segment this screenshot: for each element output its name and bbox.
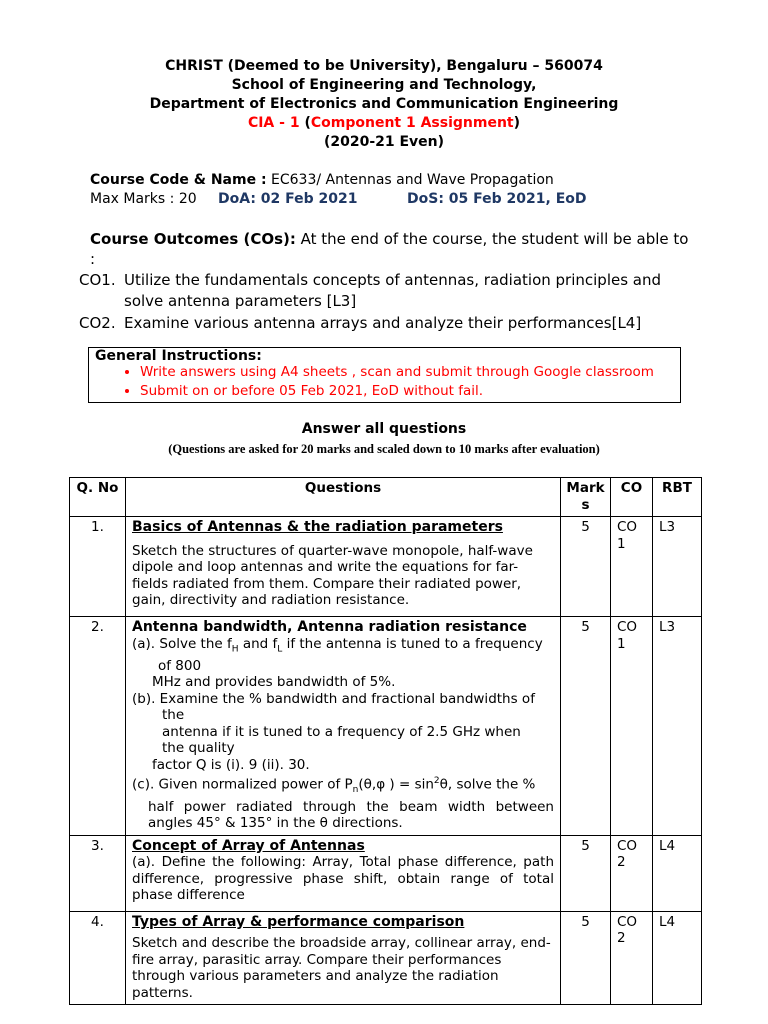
question-title: Antenna bandwidth, Antenna radiation resistance: [132, 619, 527, 635]
academic-year: (2020-21 Even): [323, 134, 445, 150]
component-label: Component 1 Assignment: [310, 115, 514, 131]
question-marks: 5: [561, 911, 611, 1005]
table-row: [70, 835, 702, 911]
question-marks: 5: [561, 617, 611, 836]
header-questions: Questions: [126, 478, 561, 517]
question-title: Concept of Array of Antennas: [132, 837, 365, 854]
question-co: CO 1: [611, 617, 653, 836]
header-rbt: RBT: [653, 478, 702, 517]
question-cell: [126, 911, 561, 1005]
course-outcomes-intro: [90, 229, 688, 249]
header-qno: Q. No: [70, 478, 126, 517]
part-a-line1: (a). Solve the $f_H$ and $f_L$ if the antenna is tuned to a frequency: [132, 635, 543, 655]
question-title: Basics of Antennas & the radiation parameters: [132, 519, 503, 535]
instruction-item: • Write answers using A4 sheets , scan and submit through Google classroom: [140, 363, 654, 382]
table-row: [70, 617, 702, 836]
scale-note: (Questions are asked for 20 marks and scaled down to 10 marks after evaluation): [168, 442, 600, 456]
assessment-title: [0, 114, 768, 133]
question-cell: [126, 517, 561, 617]
question-co: CO 2: [611, 835, 653, 911]
question-body: Sketch and describe the broadside array, collinear array, end-fire array, parasitic array. Compare their performances through various parameters and analyze the radiation patterns.: [132, 935, 551, 1001]
question-cell: [126, 617, 561, 836]
question-rbt: L3: [653, 617, 702, 836]
paren-open: (: [304, 115, 311, 131]
part-b-line3: antenna if it is tuned to a frequency of 2.5 GHz when: [162, 723, 521, 740]
table-row: [70, 911, 702, 1005]
co2-label: CO2.: [79, 314, 116, 332]
question-cell: [126, 835, 561, 911]
part-a-line3: MHz and provides bandwidth of 5%.: [152, 674, 396, 691]
question-number: 1.: [70, 517, 126, 617]
question-co: CO 2: [611, 911, 653, 1005]
question-marks: 5: [561, 517, 611, 617]
cia-label: CIA - 1: [247, 115, 300, 131]
paren-close: ): [513, 115, 521, 131]
question-co: CO 1: [611, 517, 653, 617]
question-marks: 5: [561, 835, 611, 911]
questions-table: [69, 477, 702, 1005]
co1-text-line1: Utilize the fundamentals concepts of antennas, radiation principles and: [124, 271, 662, 289]
part-b-line5: factor Q is (i). 9 (ii). 30.: [152, 756, 310, 773]
general-instructions-title: General Instructions:: [95, 348, 262, 364]
course-outcomes-colon: :: [90, 250, 96, 268]
max-marks: Max Marks : 20: [90, 191, 197, 207]
question-number: 4.: [70, 911, 126, 1005]
question-rbt: L3: [653, 517, 702, 617]
question-rbt: L4: [653, 911, 702, 1005]
school-name: School of Engineering and Technology,: [231, 77, 537, 93]
general-instructions-box: [88, 347, 681, 403]
instructions-list: [89, 363, 654, 401]
question-body: Sketch the structures of quarter-wave monopole, half-wave dipole and loop antennas and write the equations for far-fields radiated from them. Compare their radiated power, gain, directivity and radiation resistance.: [132, 542, 533, 608]
question-body: (a). Define the following: Array, Total phase difference, path difference, progressive phase shift, obtain range of total phase difference: [132, 854, 554, 904]
question-number: 3.: [70, 835, 126, 911]
answer-all-heading: Answer all questions: [301, 421, 467, 437]
question-number: 2.: [70, 617, 126, 836]
department-name: Department of Electronics and Communication Engineering: [149, 96, 619, 112]
question-rbt: L4: [653, 835, 702, 911]
part-c-line1: (c). Given normalized power of $P_n(\theta,\varphi$ ) = $\sin^2\theta$, solve the %: [132, 776, 536, 796]
co1-label: CO1.: [79, 271, 116, 289]
part-b-line2: the: [162, 707, 185, 724]
co2-text: Examine various antenna arrays and analyze their performances[L4]: [124, 314, 642, 332]
part-a-line2: of 800: [158, 657, 202, 674]
course-code-line: [90, 171, 554, 190]
header-marks: Mark s: [561, 478, 611, 517]
date-of-assignment: DoA: 02 Feb 2021: [218, 191, 358, 207]
course-code-label: Course Code & Name :: [90, 172, 267, 188]
table-header-row: [70, 478, 702, 517]
part-b-line4: the quality: [162, 740, 235, 757]
university-name: CHRIST (Deemed to be University), Bengaluru – 560074: [165, 58, 603, 74]
co1-text-line2: solve antenna parameters [L3]: [124, 292, 357, 310]
course-outcomes-label: Course Outcomes (COs):: [90, 230, 296, 248]
date-of-submission: DoS: 05 Feb 2021, EoD: [407, 191, 587, 207]
table-row: [70, 517, 702, 617]
course-code-value: EC633/ Antennas and Wave Propagation: [266, 172, 554, 188]
course-outcomes-text: At the end of the course, the student will be able to: [295, 230, 689, 248]
instruction-item: • Submit on or before 05 Feb 2021, EoD without fail.: [140, 382, 654, 401]
header-co: CO: [611, 478, 653, 517]
part-c-line2: half power radiated through the beam width between angles 45° & 135° in the θ directions.: [148, 798, 554, 832]
question-title: Types of Array & performance comparison: [132, 913, 465, 930]
part-b-line1: (b). Examine the % bandwidth and fractional bandwidths of: [132, 690, 535, 707]
